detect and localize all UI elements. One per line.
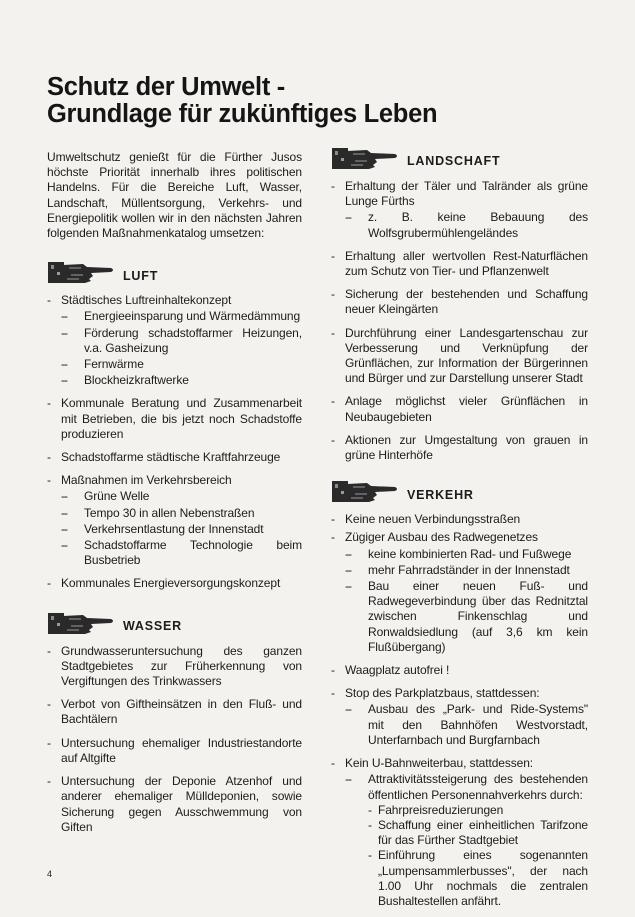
sub-sub-list-item: - Fahrpreisreduzierungen <box>368 803 588 818</box>
pointing-hand-icon <box>47 611 115 637</box>
list-item: - Durchführung einer Landesgartenschau zur Verbesserung und Verknüpfung der Grünflächen, zur Information der Bürgerinnen und Bürger und zur Darstellung unserer Stadt <box>331 326 588 387</box>
section-title: VERKEHR <box>407 487 474 502</box>
list-item: - Maßnahmen im Verkehrsbereich -- Grüne Welle -- Tempo 30 in allen Nebenstraßen -- Verkehrsentlastung der Innenstadt -- Schadstoffarme Technologie beim Busbetrieb <box>47 473 302 568</box>
list-item: - Kommunale Beratung und Zusammenarbeit mit Betrieben, die bis jetzt noch Schadstoffe produzieren <box>47 396 302 442</box>
list-item: - Anlage möglichst vieler Grünflächen in Neubaugebieten <box>331 394 588 424</box>
verkehr-list <box>331 512 588 909</box>
section-heading-landschaft <box>331 146 588 172</box>
section-heading-wasser <box>47 611 302 637</box>
sub-list-item: -- Förderung schadstoffarmer Heizungen, v.a. Gasheizung <box>61 326 302 356</box>
list-item: - Keine neuen Verbindungsstraßen <box>331 512 588 527</box>
sub-sub-list-item: - Schaffung einer einheitlichen Tarifzone für das Fürther Stadtgebiet <box>368 818 588 848</box>
page-number: 4 <box>47 869 53 879</box>
list-item: - Verbot von Giftheinsätzen in den Fluß- und Bachtälern <box>47 697 302 727</box>
list-item: - Zügiger Ausbau des Radwegenetzes -- keine kombinierten Rad- und Fußwege -- mehr Fahrradständer in der Innenstadt -- Bau einer neuen Fuß- und Radwegeverbindung über das Rednitztal zwischen Finkenschlag und Ronwaldsiedlung (auf 3,6 km kein Flußübergang) <box>331 530 588 655</box>
sub-list-item: -- Tempo 30 in allen Nebenstraßen <box>61 506 302 521</box>
title-line-2: Grundlage für zukünftiges Leben <box>47 100 438 128</box>
pointing-hand-icon <box>331 146 399 172</box>
section-title: WASSER <box>123 619 182 634</box>
intro-paragraph: Umweltschutz genießt für die Fürther Jusos höchste Priorität innerhalb ihres politischen Handelns. Für die Bereiche Luft, Wasser, Landschaft, Müllentsorgung, Verkehrs- und Energiepolitik wollen wir in den nächsten Jahren folgenden Maßnahmenkatalog umsetzen: <box>47 150 302 241</box>
list-item: - Erhaltung aller wertvollen Rest-Naturflächen zum Schutz von Tier- und Pflanzenwelt <box>331 249 588 279</box>
sub-list-item: -- Verkehrsentlastung der Innenstadt <box>61 522 302 537</box>
wasser-list <box>47 644 302 835</box>
sub-list <box>345 702 588 748</box>
sub-list-item: -- mehr Fahrradständer in der Innenstadt <box>345 563 588 578</box>
sub-list-item: -- Bau einer neuen Fuß- und Radwegeverbindung über das Rednitztal zwischen Finkenschlag und Ronwaldsiedlung (auf 3,6 km kein Flußübergang) <box>345 579 588 655</box>
sub-list <box>61 309 302 388</box>
list-item: - Kommunales Energieversorgungskonzept <box>47 576 302 591</box>
list-item: - Waagplatz autofrei ! <box>331 663 588 678</box>
left-column <box>47 150 302 843</box>
list-item: - Kein U-Bahnweiterbau, stattdessen: -- Attraktivitätssteigerung des bestehenden öffentlichen Personennahverkehrs durch: - Fahrpreisreduzierungen - Schaffung einer einheitlichen Tarifzone für das Fürther Stadtgebiet - Einführung eines sogenannten „Lumpensammlerbusses", der nach 1.00 Uhr nochmals die zentralen Bushaltestellen anfährt. <box>331 756 588 909</box>
section-heading-luft <box>47 260 302 286</box>
list-item: - Untersuchung ehemaliger Industriestandorte auf Altgifte <box>47 736 302 766</box>
list-item: - Grundwasseruntersuchung des ganzen Stadtgebietes zur Früherkennung von Vergiftungen des Trinkwassers <box>47 644 302 690</box>
sub-list <box>345 210 588 240</box>
sub-list <box>61 489 302 568</box>
sub-list <box>345 547 588 655</box>
list-item: - Erhaltung der Täler und Talränder als grüne Lunge Fürths -- z. B. keine Bebauung des Wolfsgrubermühlengeländes <box>331 179 588 241</box>
page-title <box>47 74 607 128</box>
section-heading-verkehr <box>331 479 588 505</box>
list-item: - Schadstoffarme städtische Kraftfahrzeuge <box>47 450 302 465</box>
sub-list-item: -- Attraktivitätssteigerung des bestehenden öffentlichen Personennahverkehrs durch: - Fahrpreisreduzierungen - Schaffung einer einheitlichen Tarifzone für das Fürther Stadtgebiet - Einführung eines sogenannten „Lumpensammlerbusses", der nach 1.00 Uhr nochmals die zentralen Bushaltestellen anfährt. <box>345 772 588 909</box>
sub-list <box>345 772 588 909</box>
luft-list <box>47 293 302 591</box>
list-item: - Aktionen zur Umgestaltung von grauen in grüne Hinterhöfe <box>331 433 588 463</box>
section-title: LANDSCHAFT <box>407 154 501 169</box>
list-item: - Untersuchung der Deponie Atzenhof und anderer ehemaliger Mülldeponien, sowie Sicherung gegen Ausschwemmung von Giften <box>47 774 302 835</box>
list-item: - Städtisches Luftreinhaltekonzept -- Energieeinsparung und Wärmedämmung -- Förderung schadstoffarmer Heizungen, v.a. Gasheizung -- Fernwärme -- Blockheizkraftwerke <box>47 293 302 388</box>
title-line-1: Schutz der Umwelt - <box>47 73 285 101</box>
sub-list-item: -- Energieeinsparung und Wärmedämmung <box>61 309 302 324</box>
list-item: - Stop des Parkplatzbaus, stattdessen: -- Ausbau des „Park- und Ride-Systems" mit den Bahnhöfen Westvorstadt, Unterfarnbach und Burgfarnbach <box>331 686 588 748</box>
pointing-hand-icon <box>47 260 115 286</box>
landschaft-list <box>331 179 588 463</box>
sub-list-item: -- Fernwärme <box>61 357 302 372</box>
sub-list-item: -- Blockheizkraftwerke <box>61 373 302 388</box>
sub-list-item: -- Grüne Welle <box>61 489 302 504</box>
pointing-hand-icon <box>331 479 399 505</box>
sub-list-item: -- Schadstoffarme Technologie beim Busbetrieb <box>61 538 302 568</box>
right-column <box>331 146 588 917</box>
sub-list-item: -- Ausbau des „Park- und Ride-Systems" mit den Bahnhöfen Westvorstadt, Unterfarnbach und Burgfarnbach <box>345 702 588 748</box>
sub-sub-list-item: - Einführung eines sogenannten „Lumpensammlerbusses", der nach 1.00 Uhr nochmals die zentralen Bushaltestellen anfährt. <box>368 848 588 909</box>
sub-list-item: -- keine kombinierten Rad- und Fußwege <box>345 547 588 562</box>
sub-list-item: -- z. B. keine Bebauung des Wolfsgrubermühlengeländes <box>345 210 588 240</box>
list-item: - Sicherung der bestehenden und Schaffung neuer Kleingärten <box>331 287 588 317</box>
section-title: LUFT <box>123 268 159 283</box>
sub-sub-list <box>368 803 588 909</box>
